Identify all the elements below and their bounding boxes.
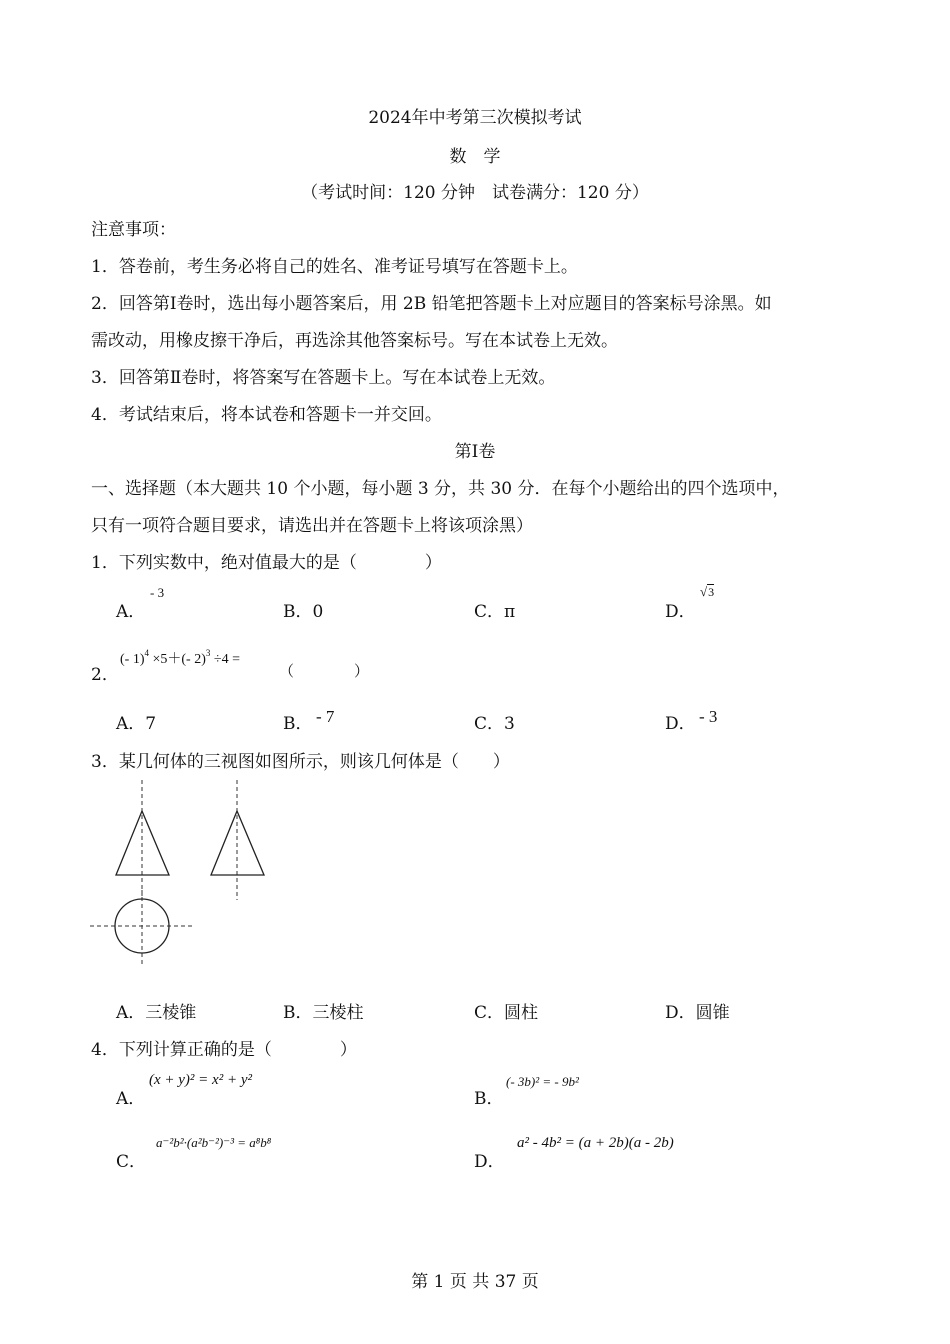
exam-time-info: （考试时间：120 分钟 试卷满分：120 分）: [301, 183, 649, 203]
sqrt-sign: √: [700, 584, 708, 599]
q4-option-c-expression: a⁻²b²·(a²b⁻²)⁻³ = a⁸b⁸: [156, 1135, 272, 1150]
sqrt-radicand: 3: [708, 585, 715, 599]
note-item-2: 2．回答第Ⅰ卷时，选出每小题答案后，用 2B 铅笔把答题卡上对应题目的答案标号涂黑。如: [91, 294, 772, 314]
q2-option-d-label: D．: [665, 714, 696, 734]
q2-option-b-label: B．: [283, 714, 313, 734]
question-4-stem: 4．下列计算正确的是（ ）: [91, 1040, 357, 1060]
three-view-diagram: [85, 775, 285, 975]
q4-option-b-label: B．: [474, 1089, 504, 1109]
q1-option-a-label: A．: [116, 602, 146, 622]
q2-term-a: (- 1): [120, 652, 145, 667]
q1-option-b: B．0: [283, 602, 324, 622]
page-footer: 第 1 页 共 37 页: [411, 1272, 539, 1292]
exam-title: 2024年中考第三次模拟考试: [368, 108, 582, 128]
q1-option-a-value: - 3: [150, 585, 165, 600]
q2-exp-b: 3: [205, 648, 211, 658]
q2-option-b-value: - 7: [316, 707, 335, 726]
q1-option-d-label: D．: [665, 602, 696, 622]
q2-option-c: C．3: [474, 714, 515, 734]
q4-option-a-expression: (x + y)² = x² + y²: [149, 1072, 252, 1088]
note-item-4: 4．考试结束后，将本试卷和答题卡一并交回。: [91, 405, 442, 425]
q2-exp-a: 4: [144, 648, 149, 658]
question-3-stem: 3．某几何体的三视图如图所示，则该几何体是（ ）: [91, 752, 510, 772]
question-2-expression: [120, 648, 240, 668]
q2-term-c: ÷4 =: [213, 652, 240, 667]
q1-option-d-value: [700, 584, 714, 600]
q4-option-c-label: C．: [116, 1152, 147, 1172]
subject-title: 数 学: [449, 147, 501, 167]
q1-option-c: C．π: [474, 602, 516, 622]
q4-option-b-expression: (- 3b)² = - 9b²: [506, 1074, 579, 1089]
question-1-stem: 1．下列实数中，绝对值最大的是（ ）: [91, 553, 442, 573]
q2-answer-paren: （ ）: [279, 662, 370, 680]
note-item-2-cont: 需改动，用橡皮擦干净后，再选涂其他答案标号。写在本试卷上无效。: [91, 331, 618, 351]
q2-option-d-value: - 3: [699, 707, 718, 726]
q4-option-a-label: A．: [116, 1089, 146, 1109]
section-instructions: 一、选择题（本大题共 10 个小题，每小题 3 分，共 30 分．在每个小题给出的四个选项中，: [91, 479, 790, 499]
q3-option-b: B．三棱柱: [283, 1003, 364, 1023]
section-title: 第Ⅰ卷: [454, 442, 496, 462]
section-instructions-cont: 只有一项符合题目要求，请选出并在答题卡上将该项涂黑）: [91, 516, 533, 536]
notes-heading: 注意事项：: [91, 220, 176, 240]
q4-option-d-expression: a² - 4b² = (a + 2b)(a - 2b): [517, 1135, 674, 1151]
note-item-3: 3．回答第Ⅱ卷时，将答案写在答题卡上。写在本试卷上无效。: [91, 368, 556, 388]
q4-option-d-label: D．: [474, 1152, 505, 1172]
question-2-number: 2．: [91, 665, 119, 685]
note-item-1: 1．答卷前，考生务必将自己的姓名、准考证号填写在答题卡上。: [91, 257, 578, 277]
q3-option-d: D．圆锥: [665, 1003, 730, 1023]
q2-option-a: A．7: [116, 714, 157, 734]
q2-term-b: ×5＋(- 2): [152, 652, 206, 667]
q3-option-c: C．圆柱: [474, 1003, 539, 1023]
q3-option-a: A．三棱锥: [116, 1003, 197, 1023]
